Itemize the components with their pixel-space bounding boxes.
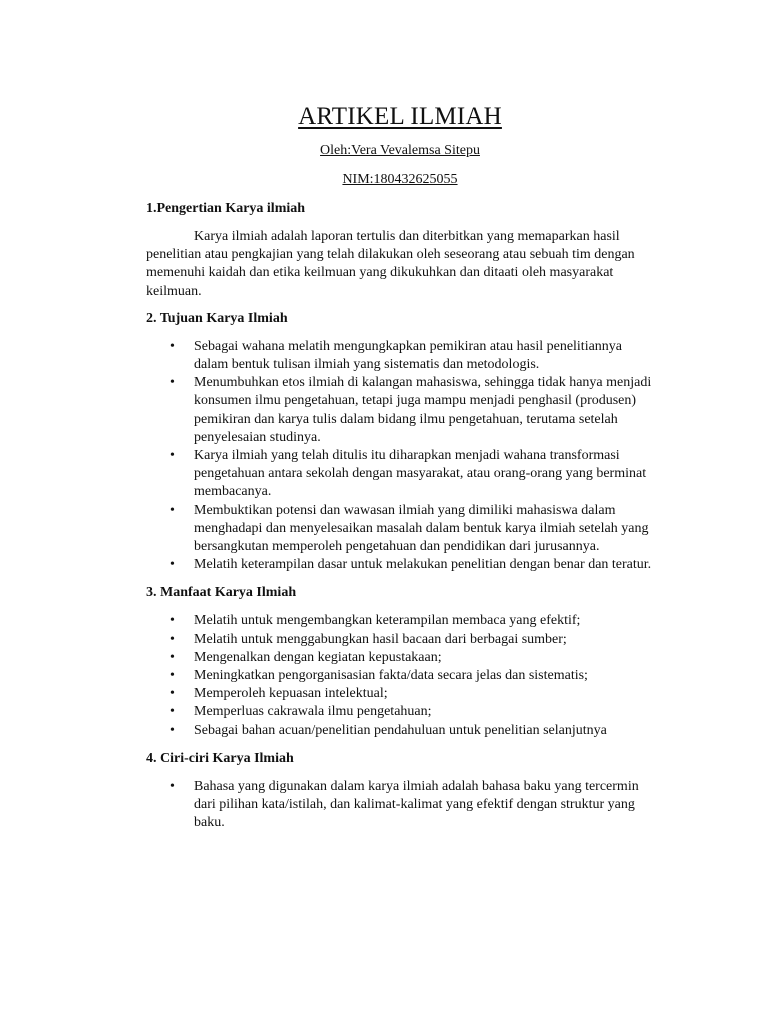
list-item-text: Memperluas cakrawala ilmu pengetahuan;: [194, 704, 432, 720]
section-heading: 4. Ciri-ciri Karya Ilmiah: [146, 750, 294, 766]
bullet-list: [146, 612, 656, 739]
list-item-text: Memperoleh kepuasan intelektual;: [194, 686, 388, 702]
list-item-text: Sebagai wahana melatih mengungkapkan pemikiran atau hasil penelitiannya dalam bentuk tulisan ilmiah yang sistematis dan metodologis.: [194, 338, 623, 373]
list-item: [146, 778, 656, 833]
list-item-text: Karya ilmiah yang telah ditulis itu diharapkan menjadi wahana transformasi pengetahuan antara sekolah dengan masyarakat, atau orang-orang yang berminat membacanya.: [194, 448, 647, 500]
list-item-text: Melatih keterampilan dasar untuk melakukan penelitian dengan benar dan teratur.: [194, 557, 652, 573]
list-item-text: Melatih untuk mengembangkan keterampilan membaca yang efektif;: [194, 613, 581, 629]
bullet-icon: •: [170, 704, 175, 720]
list-item: [146, 374, 656, 447]
document-title: ARTIKEL ILMIAH: [298, 103, 502, 130]
document-body: [146, 200, 656, 842]
list-item: [146, 631, 656, 649]
list-item: [146, 447, 656, 502]
bullet-icon: •: [170, 448, 175, 464]
list-item: [146, 703, 656, 721]
bullet-icon: •: [170, 502, 175, 518]
bullet-icon: •: [170, 338, 175, 354]
bullet-icon: •: [170, 722, 175, 738]
bullet-icon: •: [170, 668, 175, 684]
list-item: [146, 502, 656, 557]
list-item-text: Membuktikan potensi dan wawasan ilmiah yang dimiliki mahasiswa dalam menghadapi dan menyelesaikan masalah dalam bentuk karya ilmiah setelah yang bersangkutan memperoleh pengetahuan dan pendidikan dari jurusannya.: [194, 502, 649, 555]
bullet-icon: •: [170, 557, 175, 573]
list-item: [146, 612, 656, 630]
section-heading: 3. Manfaat Karya Ilmiah: [146, 585, 297, 601]
list-item-text: Menumbuhkan etos ilmiah di kalangan mahasiswa, sehingga tidak hanya menjadi konsumen ilmu pengetahuan, tetapi juga mampu menjadi penghasil (produsen) pemikiran dan karya tulis dalam bidang ilmu pengetahuan, terutama setelah penyelesaian studinya.: [194, 375, 652, 445]
nim-line: NIM:180432625055: [342, 172, 458, 187]
bullet-icon: •: [170, 631, 175, 647]
bullet-icon: •: [170, 649, 175, 665]
list-item: [146, 338, 656, 374]
list-item: [146, 649, 656, 667]
section-tujuan: [146, 310, 656, 575]
list-item-text: Mengenalkan dengan kegiatan kepustakaan;: [194, 649, 442, 665]
section-paragraph: Karya ilmiah adalah laporan tertulis dan diterbitkan yang memaparkan hasil penelitian atau pengkajian yang telah dilakukan oleh seseorang atau sebuah tim dengan memenuhi kaidah dan etika keilmuan yang dikukuhkan dan ditaati oleh masyarakat keilmuan.: [146, 229, 635, 299]
bullet-list: [146, 778, 656, 833]
bullet-icon: •: [170, 613, 175, 629]
list-item: [146, 556, 656, 574]
section-heading: 2. Tujuan Karya Ilmiah: [146, 310, 288, 326]
bullet-icon: •: [170, 375, 175, 391]
bullet-icon: •: [170, 686, 175, 702]
list-item: [146, 722, 656, 740]
list-item-text: Bahasa yang digunakan dalam karya ilmiah adalah bahasa baku yang tercermin dari pilihan kata/istilah, dan kalimat-kalimat yang efektif dengan struktur yang baku.: [194, 778, 639, 831]
list-item-text: Sebagai bahan acuan/penelitian pendahuluan untuk penelitian selanjutnya: [194, 722, 607, 738]
list-item: [146, 667, 656, 685]
section-heading: 1.Pengertian Karya ilmiah: [146, 201, 306, 216]
author-line: Oleh:Vera Vevalemsa Sitepu: [320, 143, 480, 158]
section-ciri-ciri: [146, 750, 656, 833]
list-item: [146, 685, 656, 703]
bullet-icon: •: [170, 778, 175, 794]
section-manfaat: [146, 584, 656, 739]
bullet-list: [146, 338, 656, 575]
section-pengertian: [146, 200, 656, 301]
list-item-text: Melatih untuk menggabungkan hasil bacaan dari berbagai sumber;: [194, 631, 567, 647]
list-item-text: Meningkatkan pengorganisasian fakta/data secara jelas dan sistematis;: [194, 668, 588, 684]
